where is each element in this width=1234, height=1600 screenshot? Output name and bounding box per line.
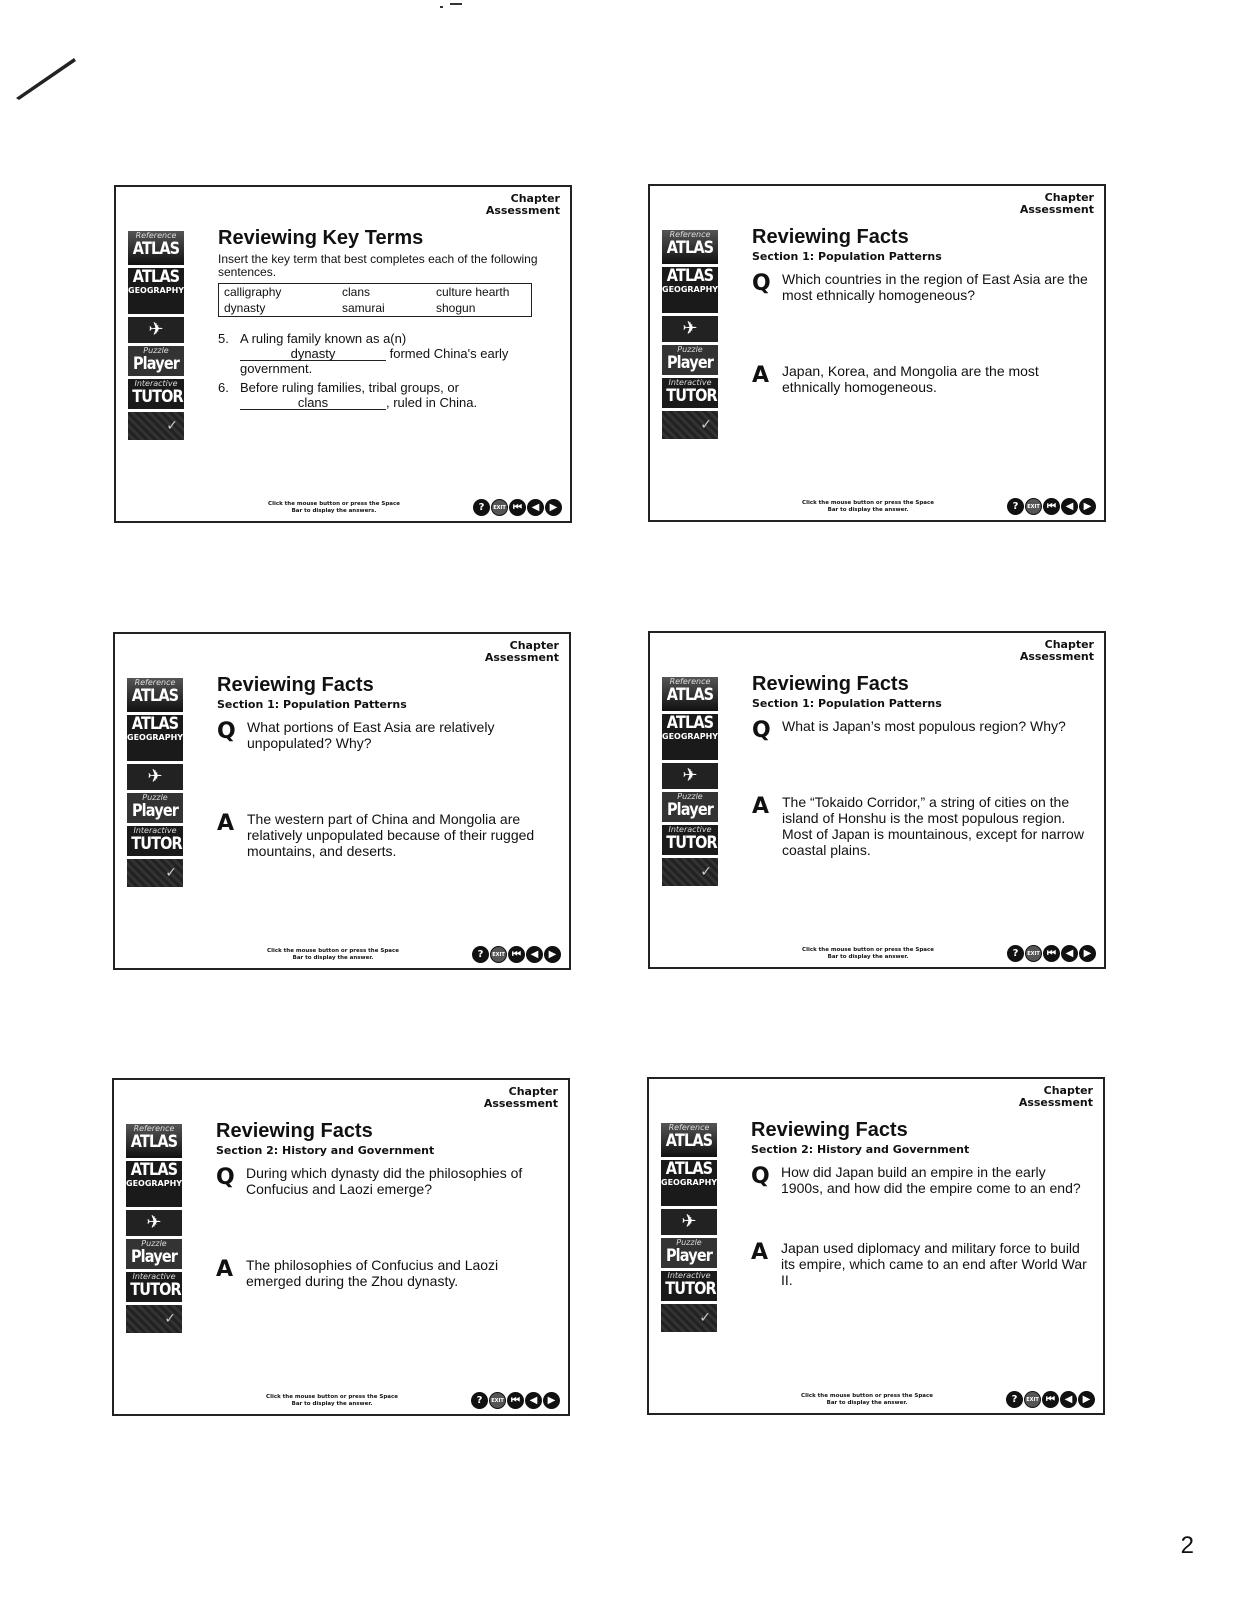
slide-navigation (472, 946, 561, 963)
section-subtitle: Section 2: History and Government (751, 1143, 970, 1156)
question-marker: Q (752, 718, 771, 743)
tutor-label: TUTOR (666, 386, 717, 406)
term-item: clans (342, 285, 371, 299)
tutor-label: TUTOR (665, 1279, 716, 1299)
interactive-tutor-button[interactable] (662, 825, 718, 855)
home-icon[interactable]: ⏮ (509, 499, 526, 516)
self-check-button[interactable] (128, 412, 184, 440)
question-marker: Q (216, 1165, 235, 1190)
question-marker: Q (751, 1164, 770, 1189)
puzzle-player-button[interactable] (126, 1239, 182, 1269)
term-item: calligraphy (224, 285, 282, 299)
home-icon[interactable]: ⏮ (507, 1392, 524, 1409)
header-line-chapter: Chapter (1044, 191, 1094, 204)
interactive-tutor-button[interactable] (126, 1272, 182, 1302)
slide-title: Reviewing Key Terms (218, 227, 424, 249)
slide-navigation (471, 1392, 560, 1409)
globe-icon: ✈ (682, 765, 698, 786)
next-icon[interactable]: ▶ (545, 499, 562, 516)
checkmark-icon: ✓ (164, 1311, 176, 1327)
globe-button[interactable] (127, 764, 183, 790)
geography-label: GEOGRAPHY (661, 1178, 717, 1187)
exit-icon[interactable]: EXIT (491, 499, 508, 516)
globe-icon: ✈ (146, 1212, 162, 1233)
resource-toolbar (662, 230, 718, 442)
slide-navigation (1006, 1391, 1095, 1408)
answer-blank: clans (240, 396, 386, 410)
resource-toolbar (127, 678, 183, 890)
exit-icon[interactable]: EXIT (1025, 945, 1042, 962)
atlas-label: ATLAS (665, 1131, 713, 1151)
answer-row (751, 1240, 1091, 1288)
exit-icon[interactable]: EXIT (1025, 498, 1042, 515)
geography-atlas-button[interactable] (662, 267, 718, 313)
checkmark-icon: ✓ (700, 864, 712, 880)
question-text: What is Japan’s most populous region? Why? (782, 718, 1066, 734)
home-icon[interactable]: ⏮ (508, 946, 525, 963)
globe-icon: ✈ (681, 1211, 697, 1232)
atlas-label: ATLAS (130, 1132, 178, 1152)
next-icon[interactable]: ▶ (1079, 945, 1096, 962)
puzzle-player-button[interactable] (661, 1238, 717, 1268)
answer-row (752, 794, 1092, 858)
geography-label: GEOGRAPHY (662, 285, 718, 294)
atlas-label: ATLAS (131, 715, 179, 734)
atlas-label: ATLAS (666, 714, 714, 733)
answer-marker: A (217, 811, 235, 836)
reference-atlas-button[interactable] (662, 230, 718, 264)
answer-marker: A (752, 794, 770, 819)
answer-blank: dynasty (240, 347, 386, 361)
pen-stroke-mark (14, 54, 78, 102)
interactive-label: Interactive (668, 378, 712, 387)
sentence-text: Before ruling families, tribal groups, or (240, 380, 459, 395)
slide-title: Reviewing Facts (216, 1120, 373, 1142)
slide-title: Reviewing Facts (217, 674, 374, 696)
self-check-button[interactable] (126, 1305, 182, 1333)
answer-text: The “Tokaido Corridor,” a string of cities on the island of Honshu is the most populous region. Most of Japan is mountainous, except for narrow coastal plains. (782, 794, 1084, 858)
sentence-number: 6. (218, 380, 229, 395)
header-line-assessment: Assessment (485, 204, 560, 217)
question-marker: Q (217, 719, 236, 744)
reference-label: Reference (134, 678, 176, 687)
checkmark-icon: ✓ (165, 865, 177, 881)
interactive-label: Interactive (132, 1272, 176, 1281)
answer-row (216, 1257, 556, 1289)
geography-atlas-button[interactable] (126, 1161, 182, 1207)
slide-content (751, 1119, 1091, 1288)
slide-content (216, 1120, 556, 1289)
previous-icon[interactable]: ◀ (1061, 498, 1078, 515)
player-label: Player (130, 1247, 178, 1267)
footer-instruction: Click the mouse button or press the Space Bar to display the answer. (802, 500, 934, 513)
next-icon[interactable]: ▶ (1079, 498, 1096, 515)
header-line-assessment: Assessment (483, 1097, 558, 1110)
slide-title: Reviewing Facts (752, 673, 909, 695)
slide-content (752, 673, 1092, 858)
key-term-box (218, 283, 532, 317)
puzzle-label: Puzzle (142, 793, 168, 802)
puzzle-player-button[interactable] (662, 345, 718, 375)
previous-icon[interactable]: ◀ (526, 946, 543, 963)
answer-text: Japan used diplomacy and military force to build its empire, which came to an end after World War II. (781, 1240, 1087, 1288)
puzzle-player-button[interactable] (128, 346, 184, 376)
answer-marker: A (751, 1240, 769, 1265)
section-subtitle: Section 1: Population Patterns (217, 698, 407, 711)
player-label: Player (132, 354, 180, 374)
header-line-assessment: Assessment (1019, 203, 1094, 216)
footer-instruction: Click the mouse button or press the Space Bar to display the answer. (267, 948, 399, 961)
slide-navigation (473, 499, 562, 516)
instruction-text: Insert the key term that best completes each of the following sentences. (218, 252, 538, 279)
globe-button[interactable] (662, 763, 718, 789)
slide-reviewing-facts (112, 1078, 570, 1416)
globe-icon: ✈ (148, 319, 164, 340)
self-check-button[interactable] (661, 1304, 717, 1332)
sentence-text: formed China's early government. (240, 346, 509, 376)
reference-atlas-button[interactable] (661, 1123, 717, 1157)
chapter-assessment-label (1020, 639, 1094, 663)
previous-icon[interactable]: ◀ (1061, 945, 1078, 962)
reference-label: Reference (669, 677, 711, 686)
exit-icon[interactable]: EXIT (489, 1392, 506, 1409)
sentence-item (218, 331, 558, 376)
question-text: How did Japan build an empire in the early 1900s, and how did the empire come to an end? (781, 1164, 1081, 1196)
slide-reviewing-facts (113, 632, 571, 970)
chapter-assessment-label (1019, 1085, 1093, 1109)
interactive-tutor-button[interactable] (127, 826, 183, 856)
question-row (752, 271, 1092, 303)
tutor-label: TUTOR (666, 833, 717, 853)
chapter-assessment-label (484, 1086, 558, 1110)
geography-atlas-button[interactable] (128, 268, 184, 314)
home-icon[interactable]: ⏮ (1042, 1391, 1059, 1408)
previous-icon[interactable]: ◀ (525, 1392, 542, 1409)
checkmark-icon: ✓ (700, 417, 712, 433)
globe-icon: ✈ (682, 318, 698, 339)
player-label: Player (131, 801, 179, 821)
sentence-item (218, 380, 558, 410)
header-line-assessment: Assessment (1018, 1096, 1093, 1109)
term-item: culture hearth (436, 285, 510, 299)
help-icon[interactable]: ? (471, 1392, 488, 1409)
puzzle-label: Puzzle (141, 1239, 167, 1248)
home-icon[interactable]: ⏮ (1043, 945, 1060, 962)
question-row (752, 718, 1092, 743)
sentence-text: , ruled in China. (386, 395, 478, 410)
globe-button[interactable] (661, 1209, 717, 1235)
player-label: Player (666, 800, 714, 820)
slide-content (217, 674, 557, 859)
interactive-label: Interactive (133, 826, 177, 835)
geography-atlas-button[interactable] (662, 714, 718, 760)
chapter-assessment-label (1020, 192, 1094, 216)
atlas-label: ATLAS (130, 1161, 178, 1180)
interactive-tutor-button[interactable] (662, 378, 718, 408)
footer-instruction: Click the mouse button or press the Space Bar to display the answers. (268, 501, 400, 514)
header-line-assessment: Assessment (484, 651, 559, 664)
geography-label: GEOGRAPHY (126, 1179, 182, 1188)
resource-toolbar (661, 1123, 717, 1335)
player-label: Player (666, 353, 714, 373)
reference-label: Reference (135, 231, 177, 240)
resource-toolbar (126, 1124, 182, 1336)
help-icon[interactable]: ? (473, 499, 490, 516)
exit-icon[interactable]: EXIT (490, 946, 507, 963)
reference-atlas-button[interactable] (128, 231, 184, 265)
chapter-assessment-label (485, 640, 559, 664)
help-icon[interactable]: ? (1007, 498, 1024, 515)
answer-marker: A (216, 1257, 234, 1282)
previous-icon[interactable]: ◀ (527, 499, 544, 516)
puzzle-player-button[interactable] (662, 792, 718, 822)
tutor-label: TUTOR (130, 1280, 181, 1300)
question-row (751, 1164, 1091, 1196)
footer-instruction: Click the mouse button or press the Space Bar to display the answer. (802, 947, 934, 960)
answer-marker: A (752, 363, 770, 388)
question-text: During which dynasty did the philosophies of Confucius and Laozi emerge? (246, 1165, 523, 1197)
puzzle-label: Puzzle (677, 792, 703, 801)
atlas-label: ATLAS (131, 686, 179, 706)
slide-navigation (1007, 498, 1096, 515)
reference-label: Reference (669, 230, 711, 239)
question-marker: Q (752, 271, 771, 296)
puzzle-player-button[interactable] (127, 793, 183, 823)
interactive-tutor-button[interactable] (128, 379, 184, 409)
section-subtitle: Section 1: Population Patterns (752, 697, 942, 710)
question-text: Which countries in the region of East Asia are the most ethnically homogeneous? (782, 271, 1088, 303)
header-line-chapter: Chapter (1043, 1084, 1093, 1097)
term-item: shogun (436, 301, 476, 315)
next-icon[interactable]: ▶ (1078, 1391, 1095, 1408)
scan-speck (440, 0, 470, 10)
slide-navigation (1007, 945, 1096, 962)
puzzle-label: Puzzle (143, 346, 169, 355)
puzzle-label: Puzzle (677, 345, 703, 354)
question-row (216, 1165, 556, 1197)
question-row (217, 719, 557, 751)
slide-key-terms (114, 185, 572, 523)
help-icon[interactable]: ? (472, 946, 489, 963)
tutor-label: TUTOR (132, 387, 183, 407)
footer-instruction: Click the mouse button or press the Space Bar to display the answer. (801, 1393, 933, 1406)
reference-atlas-button[interactable] (662, 677, 718, 711)
atlas-label: ATLAS (132, 268, 180, 287)
header-line-chapter: Chapter (1044, 638, 1094, 651)
home-icon[interactable]: ⏮ (1043, 498, 1060, 515)
checkmark-icon: ✓ (699, 1310, 711, 1326)
atlas-label: ATLAS (666, 238, 714, 258)
atlas-label: ATLAS (666, 685, 714, 705)
geography-label: GEOGRAPHY (127, 733, 183, 742)
slide-content (218, 227, 558, 414)
self-check-button[interactable] (127, 859, 183, 887)
sentence-number: 5. (218, 331, 229, 346)
globe-button[interactable] (126, 1210, 182, 1236)
slide-reviewing-facts (647, 1077, 1105, 1415)
term-item: dynasty (224, 301, 266, 315)
globe-button[interactable] (662, 316, 718, 342)
slide-content (752, 226, 1092, 395)
interactive-label: Interactive (134, 379, 178, 388)
atlas-label: ATLAS (132, 239, 180, 259)
tutor-label: TUTOR (131, 834, 182, 854)
resource-toolbar (128, 231, 184, 443)
reference-atlas-button[interactable] (126, 1124, 182, 1158)
geography-label: GEOGRAPHY (662, 732, 718, 741)
reference-label: Reference (668, 1123, 710, 1132)
atlas-label: ATLAS (666, 267, 714, 286)
sentence-text: A ruling family known as a(n) (240, 331, 407, 346)
next-icon[interactable]: ▶ (544, 946, 561, 963)
question-text: What portions of East Asia are relatively unpopulated? Why? (247, 719, 495, 751)
answer-text: Japan, Korea, and Mongolia are the most ethnically homogeneous. (782, 363, 1039, 395)
atlas-label: ATLAS (665, 1160, 713, 1179)
geography-atlas-button[interactable] (661, 1160, 717, 1206)
chapter-assessment-label (486, 193, 560, 217)
header-line-chapter: Chapter (508, 1085, 558, 1098)
section-subtitle: Section 2: History and Government (216, 1144, 435, 1157)
exit-icon[interactable]: EXIT (1024, 1391, 1041, 1408)
puzzle-label: Puzzle (676, 1238, 702, 1247)
help-icon[interactable]: ? (1007, 945, 1024, 962)
header-line-chapter: Chapter (510, 192, 560, 205)
sentence-list (218, 331, 558, 410)
globe-icon: ✈ (147, 766, 163, 787)
resource-toolbar (662, 677, 718, 889)
next-icon[interactable]: ▶ (543, 1392, 560, 1409)
interactive-tutor-button[interactable] (661, 1271, 717, 1301)
footer-instruction: Click the mouse button or press the Space Bar to display the answer. (266, 1394, 398, 1407)
previous-icon[interactable]: ◀ (1060, 1391, 1077, 1408)
geography-atlas-button[interactable] (127, 715, 183, 761)
slide-title: Reviewing Facts (752, 226, 909, 248)
answer-text: The western part of China and Mongolia are relatively unpopulated because of their rugged mountains, and deserts. (247, 811, 535, 859)
self-check-button[interactable] (662, 858, 718, 886)
globe-button[interactable] (128, 317, 184, 343)
term-item: samurai (342, 301, 385, 315)
section-subtitle: Section 1: Population Patterns (752, 250, 942, 263)
page-number: 2 (1180, 1532, 1194, 1559)
answer-row (752, 363, 1092, 395)
slide-reviewing-facts (648, 184, 1106, 522)
slide-title: Reviewing Facts (751, 1119, 908, 1141)
player-label: Player (665, 1246, 713, 1266)
interactive-label: Interactive (668, 825, 712, 834)
reference-label: Reference (133, 1124, 175, 1133)
answer-row (217, 811, 557, 859)
interactive-label: Interactive (667, 1271, 711, 1280)
header-line-assessment: Assessment (1019, 650, 1094, 663)
self-check-button[interactable] (662, 411, 718, 439)
header-line-chapter: Chapter (509, 639, 559, 652)
checkmark-icon: ✓ (166, 418, 178, 434)
slide-reviewing-facts (648, 631, 1106, 969)
geography-label: GEOGRAPHY (128, 286, 184, 295)
reference-atlas-button[interactable] (127, 678, 183, 712)
answer-text: The philosophies of Confucius and Laozi emerged during the Zhou dynasty. (246, 1257, 499, 1289)
help-icon[interactable]: ? (1006, 1391, 1023, 1408)
